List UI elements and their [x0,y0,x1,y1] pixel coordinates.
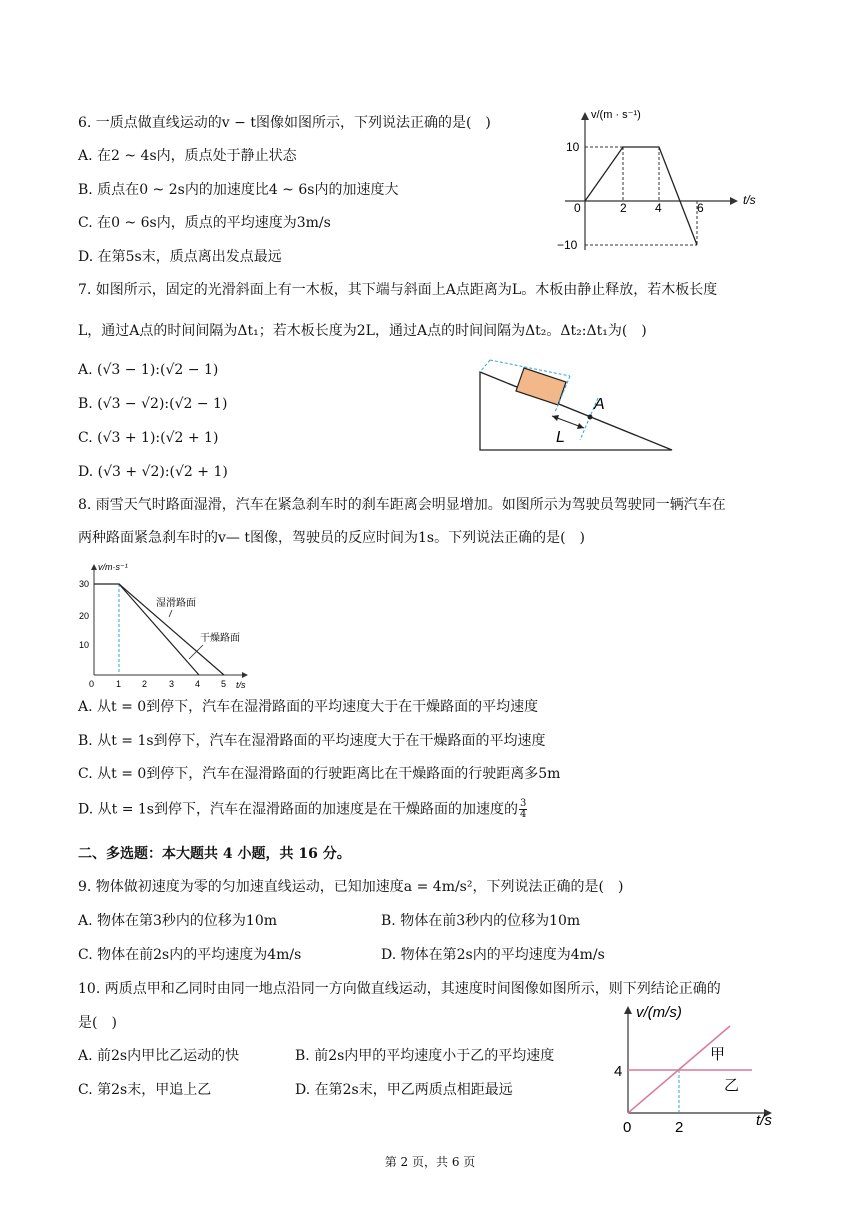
q10-ytick-4: 4 [614,1063,623,1080]
q6-xtick-2: 2 [620,201,627,215]
q6-stem: 6. 一质点做直线运动的v − t图像如图所示，下列说法正确的是( ) [78,115,491,131]
q8-xtick-0: 0 [89,679,95,689]
q9-option-a: A. 物体在第3秒内的位移为10m [78,913,278,929]
q8-x-arrow [242,672,248,678]
q8-option-d-text: D. 从t = 1s到停下，汽车在湿滑路面的加速度是在干燥路面的加速度的 [78,801,518,818]
q8-y-label: v/m·s⁻¹ [98,562,128,572]
q8-leader-wet [169,610,172,617]
q10-stem-line2: 是( ) [78,1015,117,1031]
q8-xtick-2: 2 [142,679,148,689]
q8-xtick-3: 3 [169,679,175,689]
q8-y-tick-labels [79,579,89,650]
label-L: L [556,429,565,446]
q8-option-a: A. 从t = 0到停下，汽车在湿滑路面的平均速度大于在干燥路面的平均速度 [78,699,539,715]
page-footer: 第 2 页，共 6 页 [384,1155,476,1169]
q9-stem: 9. 物体做初速度为零的匀加速直线运动，已知加速度a = 4m/s²，下列说法正确的是( ) [78,879,624,895]
section-heading: 二、多选题：本大题共 4 小题，共 16 分。 [78,846,351,862]
q10-option-c: C. 第2s末，甲追上乙 [78,1082,212,1098]
wooden-board [516,368,566,405]
q10-y-arrow [624,1006,632,1014]
point-A-dot [588,415,593,420]
q8-legend-dry: 干燥路面 [200,633,240,644]
q6-vt-line [585,147,697,245]
q10-x-label: t/s [756,1112,772,1129]
q8-xtick-4: 4 [195,679,201,689]
q10-option-b: B. 前2s内甲的平均速度小于乙的平均速度 [295,1048,555,1064]
q7-stem-line1: 7. 如图所示，固定的光滑斜面上有一木板，其下端与斜面上A点距离为L。木板由静止释放，若木板长度 [78,282,718,298]
q10-xtick-2: 2 [675,1119,684,1136]
q6-xtick-6: 6 [697,201,704,215]
q8-xtick-5: 5 [221,679,227,689]
incline-triangle [480,372,672,450]
q6-option-a: A. 在2 ~ 4s内，质点处于静止状态 [78,148,297,164]
q7-option-d: D. (√3 + √2):(√2 + 1) [78,464,228,480]
q8-fraction-den: 4 [519,809,527,820]
q10-vt-chart [604,1000,786,1136]
q6-option-b: B. 质点在0 ~ 2s内的加速度比4 ~ 6s内的加速度大 [78,182,399,198]
q8-x-tick-labels [89,679,226,689]
q8-option-b: B. 从t = 1s到停下，汽车在湿滑路面的平均速度大于在干燥路面的平均速度 [78,733,546,749]
q6-y-arrow [581,112,589,120]
q8-option-c: C. 从t = 0到停下，汽车在湿滑路面的行驶距离比在干燥路面的行驶距离多5m [78,766,561,782]
q6-x-label: t/s [743,193,756,207]
q8-y-arrow [91,564,97,570]
q8-stem-line2: 两种路面紧急刹车时的v— t图像，驾驶员的反应时间为1s。下列说法正确的是( ) [78,530,585,546]
board-guide-left [480,360,490,372]
q7-stem-line2: L，通过A点的时间间隔为Δt₁；若木板长度为2L，通过A点的时间间隔为Δt₂。Δt₂:Δt₁为( ) [78,323,647,339]
q7-option-b: B. (√3 − √2):(√2 − 1) [78,396,228,412]
q10-stem-line1: 10. 两质点甲和乙同时由同一地点沿同一方向做直线运动，其速度时间图像如图所示，则下列结论正确的 [78,981,721,997]
q8-stem-line1: 8. 雨雪天气时路面湿滑，汽车在紧急刹车时的刹车距离会明显增加。如图所示为驾驶员驾驶同一辆汽车在 [78,497,726,513]
q8-ytick-10: 10 [79,640,90,650]
q10-option-a: A. 前2s内甲比乙运动的快 [78,1048,240,1064]
q6-origin: 0 [574,201,581,215]
q6-xtick-4: 4 [655,201,662,215]
q7-option-c: C. (√3 + 1):(√2 + 1) [78,430,219,446]
q7-incline-figure [472,348,682,454]
q10-label-yi: 乙 [724,1077,740,1094]
q6-ytick-10: 10 [566,140,580,154]
q8-vt-chart [72,560,262,692]
q6-option-c: C. 在0 ~ 6s内，质点的平均速度为3m/s [78,215,331,231]
q10-origin: 0 [623,1119,632,1136]
q10-option-d: D. 在第2s末，甲乙两质点相距最远 [295,1082,513,1098]
q8-fraction [519,799,527,820]
q8-xtick-1: 1 [116,679,122,689]
q8-legend-wet: 湿滑路面 [156,598,196,609]
arrowhead-left [552,415,559,421]
q10-y-label: v/(m/s) [636,1004,682,1021]
q8-fraction-num: 3 [519,798,527,809]
q10-label-jia: 甲 [710,1046,726,1063]
q8-ytick-30: 30 [79,579,90,589]
q9-option-c: C. 物体在前2s内的平均速度为4m/s [78,947,302,963]
q7-option-a: A. (√3 − 1):(√2 − 1) [78,362,219,378]
q6-vt-chart [555,100,770,262]
q6-x-arrow [730,197,738,205]
q6-ytick-neg10: −10 [557,238,578,252]
label-A: A [594,396,605,413]
q6-option-d: D. 在第5s末，质点离出发点最远 [78,249,282,265]
q9-option-d: D. 物体在第2s内的平均速度为4m/s [381,947,605,963]
q9-option-b: B. 物体在前3秒内的位移为10m [381,913,581,929]
q8-x-label: t/s [236,680,246,690]
q6-y-label: v/(m · s⁻¹) [591,109,641,121]
q8-ytick-20: 20 [79,611,90,621]
arrowhead-right [577,423,584,429]
q8-option-d [78,799,527,820]
